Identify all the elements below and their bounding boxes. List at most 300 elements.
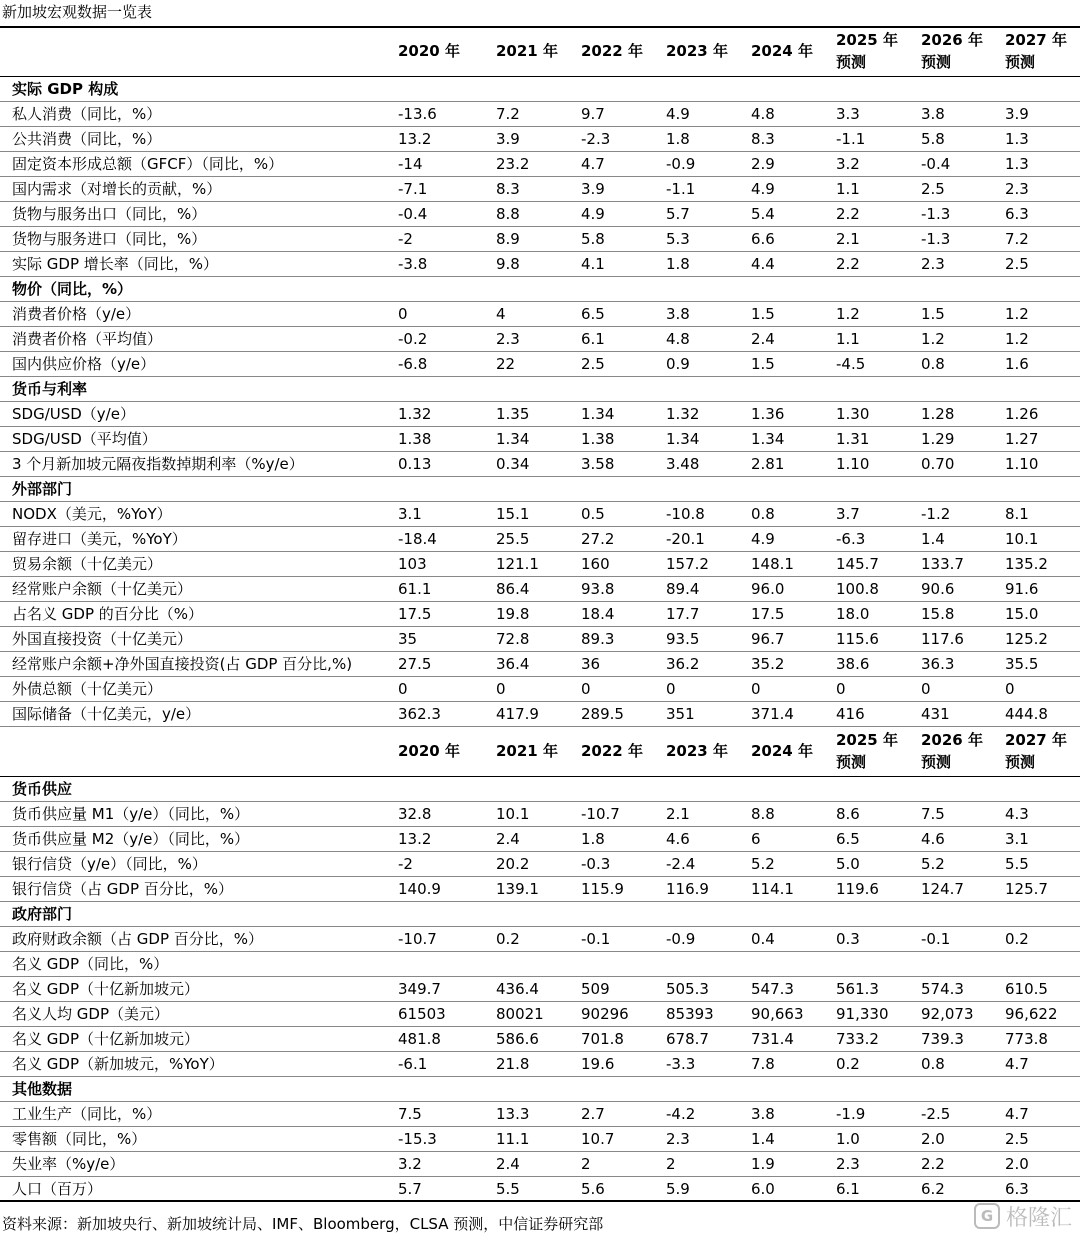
row-label: 失业率（%y/e） [12, 1155, 125, 1173]
value-cell: 4.7 [581, 155, 605, 173]
row-label: 名义 GDP（新加坡元，%YoY） [12, 1055, 224, 1073]
value-cell: 93.5 [666, 630, 700, 648]
value-cell: 3.8 [666, 305, 690, 323]
row-label: 货物与服务进口（同比，%） [12, 230, 207, 248]
value-cell: 85393 [666, 1005, 714, 1023]
year-label: 2020 年 [398, 42, 460, 60]
table-row [0, 1027, 1080, 1052]
value-cell: 4.3 [1005, 805, 1029, 823]
value-cell: 1.8 [581, 830, 605, 848]
value-cell: 91.6 [1005, 580, 1039, 598]
value-cell: -2.3 [581, 130, 611, 148]
value-cell: 574.3 [921, 980, 964, 998]
section-title: 其他数据 [12, 1080, 73, 1098]
section-header-row [0, 377, 1080, 402]
value-cell: 4.6 [921, 830, 945, 848]
value-cell: 1.38 [581, 430, 615, 448]
value-cell: 0.2 [836, 1055, 860, 1073]
value-cell: 289.5 [581, 705, 624, 723]
value-cell: -1.3 [921, 230, 951, 248]
value-cell: 9.8 [496, 255, 520, 273]
value-cell: 4.8 [751, 105, 775, 123]
value-cell: 362.3 [398, 705, 441, 723]
year-header-cell [1005, 29, 1067, 73]
value-cell: 0 [398, 680, 408, 698]
table-row [0, 952, 1080, 977]
value-cell: 1.3 [1005, 130, 1029, 148]
value-cell: 3.1 [398, 505, 422, 523]
value-cell: 4.9 [581, 205, 605, 223]
value-cell: 1.34 [751, 430, 785, 448]
value-cell: -10.7 [398, 930, 437, 948]
row-label: 经常账户余额（十亿美元） [12, 580, 193, 598]
table-row [0, 677, 1080, 702]
table-row [0, 852, 1080, 877]
table-row [0, 102, 1080, 127]
table-row [0, 802, 1080, 827]
value-cell: 1.28 [921, 405, 955, 423]
value-cell: 7.2 [496, 105, 520, 123]
value-cell: 2 [581, 1155, 591, 1173]
value-cell: 20.2 [496, 855, 530, 873]
value-cell: 2.5 [921, 180, 945, 198]
value-cell: 1.5 [921, 305, 945, 323]
table-row [0, 427, 1080, 452]
row-label: 实际 GDP 增长率（同比，%） [12, 255, 219, 273]
value-cell: -0.1 [921, 930, 951, 948]
value-cell: 773.8 [1005, 1030, 1048, 1048]
value-cell: 5.5 [496, 1180, 520, 1198]
forecast-label: 预测 [1005, 753, 1036, 771]
year-label: 2023 年 [666, 742, 728, 760]
value-cell: 15.8 [921, 605, 955, 623]
value-cell: 13.2 [398, 130, 432, 148]
value-cell: 6.3 [1005, 205, 1029, 223]
table-row [0, 302, 1080, 327]
value-cell: 5.3 [666, 230, 690, 248]
value-cell: 1.0 [836, 1130, 860, 1148]
row-label: 外债总额（十亿美元） [12, 680, 163, 698]
table-row [0, 977, 1080, 1002]
value-cell: 32.8 [398, 805, 432, 823]
value-cell: -1.2 [921, 505, 951, 523]
section-header-row [0, 1077, 1080, 1102]
value-cell: 8.9 [496, 230, 520, 248]
row-label: 消费者价格（y/e） [12, 305, 141, 323]
forecast-label: 预测 [836, 53, 867, 71]
section-title: 货币与利率 [12, 380, 88, 398]
value-cell: 4.9 [666, 105, 690, 123]
section-header-row [0, 277, 1080, 302]
value-cell: 145.7 [836, 555, 879, 573]
value-cell: 90,663 [751, 1005, 804, 1023]
value-cell: -1.1 [836, 130, 866, 148]
value-cell: 731.4 [751, 1030, 794, 1048]
value-cell: 481.8 [398, 1030, 441, 1048]
value-cell: 38.6 [836, 655, 870, 673]
value-cell: 1.2 [1005, 330, 1029, 348]
year-label: 2027 年 [1005, 31, 1067, 49]
value-cell: 431 [921, 705, 950, 723]
value-cell: 0 [1005, 680, 1015, 698]
value-cell: -18.4 [398, 530, 437, 548]
section-header-row [0, 77, 1080, 102]
year-header-cell [666, 40, 728, 62]
value-cell: 7.2 [1005, 230, 1029, 248]
value-cell: 1.3 [1005, 155, 1029, 173]
value-cell: 8.8 [496, 205, 520, 223]
value-cell: 19.8 [496, 605, 530, 623]
value-cell: 3.58 [581, 455, 615, 473]
year-label: 2027 年 [1005, 731, 1067, 749]
forecast-label: 预测 [921, 753, 952, 771]
value-cell: -1.1 [666, 180, 696, 198]
value-cell: 2.3 [666, 1130, 690, 1148]
value-cell: 1.10 [836, 455, 870, 473]
value-cell: 0.9 [666, 355, 690, 373]
value-cell: 0.5 [581, 505, 605, 523]
value-cell: 3.3 [836, 105, 860, 123]
value-cell: 35.5 [1005, 655, 1039, 673]
value-cell: 10.7 [581, 1130, 615, 1148]
year-header-cell [581, 740, 643, 762]
row-label: 银行信贷（y/e）（同比，%） [12, 855, 207, 873]
value-cell: 1.6 [1005, 355, 1029, 373]
value-cell: 2.5 [1005, 255, 1029, 273]
year-label: 2023 年 [666, 42, 728, 60]
value-cell: 4.6 [666, 830, 690, 848]
row-label: 国内需求（对增长的贡献，%） [12, 180, 222, 198]
value-cell: 96,622 [1005, 1005, 1058, 1023]
value-cell: 133.7 [921, 555, 964, 573]
value-cell: 3.9 [1005, 105, 1029, 123]
value-cell: 5.6 [581, 1180, 605, 1198]
value-cell: 2.3 [921, 255, 945, 273]
row-label: 消费者价格（平均值） [12, 330, 163, 348]
source-note: 资料来源：新加坡央行、新加坡统计局、IMF、Bloomberg，CLSA 预测，中信证券研究部 [2, 1215, 604, 1233]
table-row [0, 177, 1080, 202]
value-cell: 1.2 [836, 305, 860, 323]
value-cell: 1.32 [666, 405, 700, 423]
value-cell: 0.8 [751, 505, 775, 523]
table-row [0, 202, 1080, 227]
value-cell: 1.29 [921, 430, 955, 448]
section-title: 政府部门 [12, 905, 73, 923]
value-cell: 25.5 [496, 530, 530, 548]
value-cell: -7.1 [398, 180, 428, 198]
value-cell: 4.4 [751, 255, 775, 273]
value-cell: 1.5 [751, 305, 775, 323]
year-label: 2024 年 [751, 42, 813, 60]
year-header-cell [398, 740, 460, 762]
value-cell: 3.48 [666, 455, 700, 473]
value-cell: 61.1 [398, 580, 432, 598]
value-cell: 5.8 [581, 230, 605, 248]
value-cell: 1.35 [496, 405, 530, 423]
value-cell: 417.9 [496, 705, 539, 723]
year-header-cell [921, 729, 983, 773]
value-cell: 5.8 [921, 130, 945, 148]
value-cell: 1.9 [751, 1155, 775, 1173]
value-cell: 3.8 [921, 105, 945, 123]
value-cell: 18.0 [836, 605, 870, 623]
value-cell: 6.6 [751, 230, 775, 248]
value-cell: 96.7 [751, 630, 785, 648]
value-cell: 2.4 [496, 1155, 520, 1173]
value-cell: 0.13 [398, 455, 432, 473]
value-cell: 1.34 [666, 430, 700, 448]
row-label: NODX（美元，%YoY） [12, 505, 172, 523]
year-label: 2025 年 [836, 731, 898, 749]
value-cell: -0.4 [398, 205, 428, 223]
value-cell: 4.7 [1005, 1055, 1029, 1073]
value-cell: 5.0 [836, 855, 860, 873]
row-label: 名义 GDP（十亿新加坡元） [12, 980, 199, 998]
row-label: 贸易余额（十亿美元） [12, 555, 163, 573]
value-cell: 739.3 [921, 1030, 964, 1048]
value-cell: 6.1 [836, 1180, 860, 1198]
value-cell: 10.1 [1005, 530, 1039, 548]
value-cell: 6.1 [581, 330, 605, 348]
year-label: 2024 年 [751, 742, 813, 760]
value-cell: 3.8 [751, 1105, 775, 1123]
value-cell: 2.5 [1005, 1130, 1029, 1148]
value-cell: 547.3 [751, 980, 794, 998]
value-cell: 36.3 [921, 655, 955, 673]
value-cell: 115.6 [836, 630, 879, 648]
value-cell: 36.4 [496, 655, 530, 673]
value-cell: 17.7 [666, 605, 700, 623]
value-cell: 7.5 [921, 805, 945, 823]
value-cell: 2.5 [581, 355, 605, 373]
value-cell: 2.2 [921, 1155, 945, 1173]
value-cell: 6 [751, 830, 761, 848]
year-header-row [0, 27, 1080, 77]
value-cell: 8.6 [836, 805, 860, 823]
value-cell: 2.3 [836, 1155, 860, 1173]
value-cell: 6.0 [751, 1180, 775, 1198]
value-cell: 92,073 [921, 1005, 974, 1023]
value-cell: 1.27 [1005, 430, 1039, 448]
value-cell: 1.38 [398, 430, 432, 448]
year-label: 2026 年 [921, 31, 983, 49]
value-cell: 4.8 [666, 330, 690, 348]
value-cell: 0 [581, 680, 591, 698]
value-cell: 678.7 [666, 1030, 709, 1048]
value-cell: -6.3 [836, 530, 866, 548]
table-row [0, 352, 1080, 377]
value-cell: 1.10 [1005, 455, 1039, 473]
table-row [0, 402, 1080, 427]
value-cell: 72.8 [496, 630, 530, 648]
value-cell: 351 [666, 705, 695, 723]
value-cell: 11.1 [496, 1130, 530, 1148]
value-cell: 140.9 [398, 880, 441, 898]
value-cell: 349.7 [398, 980, 441, 998]
value-cell: 5.7 [398, 1180, 422, 1198]
value-cell: 90.6 [921, 580, 955, 598]
year-header-cell [496, 40, 558, 62]
value-cell: 125.2 [1005, 630, 1048, 648]
table-row [0, 502, 1080, 527]
value-cell: 80021 [496, 1005, 544, 1023]
value-cell: -6.1 [398, 1055, 428, 1073]
value-cell: 21.8 [496, 1055, 530, 1073]
value-cell: 5.7 [666, 205, 690, 223]
value-cell: 505.3 [666, 980, 709, 998]
row-label: 留存进口（美元，%YoY） [12, 530, 187, 548]
value-cell: 1.1 [836, 180, 860, 198]
value-cell: 17.5 [751, 605, 785, 623]
value-cell: -3.3 [666, 1055, 696, 1073]
table-row [0, 1002, 1080, 1027]
section-header-row [0, 902, 1080, 927]
value-cell: 8.8 [751, 805, 775, 823]
macro-data-table [0, 27, 1080, 1202]
value-cell: 36.2 [666, 655, 700, 673]
watermark [974, 1199, 1072, 1233]
value-cell: 2.81 [751, 455, 785, 473]
value-cell: 733.2 [836, 1030, 879, 1048]
value-cell: 1.2 [1005, 305, 1029, 323]
value-cell: 2.3 [1005, 180, 1029, 198]
value-cell: 1.32 [398, 405, 432, 423]
value-cell: 160 [581, 555, 610, 573]
row-label: 货币供应量 M2（y/e）（同比，%） [12, 830, 250, 848]
value-cell: 4.1 [581, 255, 605, 273]
value-cell: -0.3 [581, 855, 611, 873]
value-cell: 1.36 [751, 405, 785, 423]
value-cell: 117.6 [921, 630, 964, 648]
value-cell: -0.4 [921, 155, 951, 173]
table-caption: 新加坡宏观数据一览表 [2, 3, 153, 21]
value-cell: -0.1 [581, 930, 611, 948]
value-cell: 3.2 [398, 1155, 422, 1173]
value-cell: 4.9 [751, 180, 775, 198]
value-cell: 3.9 [496, 130, 520, 148]
value-cell: 157.2 [666, 555, 709, 573]
section-title: 货币供应 [12, 780, 73, 798]
year-label: 2022 年 [581, 42, 643, 60]
value-cell: 114.1 [751, 880, 794, 898]
table-row [0, 127, 1080, 152]
value-cell: 116.9 [666, 880, 709, 898]
value-cell: 91,330 [836, 1005, 889, 1023]
value-cell: 5.2 [921, 855, 945, 873]
row-label: 占名义 GDP 的百分比（%） [12, 605, 204, 623]
value-cell: -4.2 [666, 1105, 696, 1123]
year-header-cell [836, 29, 898, 73]
table-row [0, 702, 1080, 727]
row-label: 名义 GDP（同比，%） [12, 955, 169, 973]
row-label: 国内供应价格（y/e） [12, 355, 156, 373]
watermark-text: 格隆汇 [1005, 1205, 1072, 1231]
value-cell: 2.2 [836, 255, 860, 273]
value-cell: 0 [496, 680, 506, 698]
value-cell: 0.3 [836, 930, 860, 948]
value-cell: 119.6 [836, 880, 879, 898]
value-cell: 115.9 [581, 880, 624, 898]
year-header-cell [751, 740, 813, 762]
value-cell: 35 [398, 630, 418, 648]
value-cell: 0.2 [1005, 930, 1029, 948]
value-cell: -14 [398, 155, 423, 173]
row-label: 货物与服务出口（同比，%） [12, 205, 207, 223]
value-cell: 27.2 [581, 530, 615, 548]
value-cell: 36 [581, 655, 601, 673]
watermark-logo-icon: G [974, 1203, 1000, 1229]
value-cell: 7.8 [751, 1055, 775, 1073]
row-label: 外国直接投资（十亿美元） [12, 630, 193, 648]
value-cell: 0.8 [921, 1055, 945, 1073]
value-cell: 3.1 [1005, 830, 1029, 848]
year-header-cell [666, 740, 728, 762]
value-cell: -15.3 [398, 1130, 437, 1148]
value-cell: 0 [921, 680, 931, 698]
value-cell: 9.7 [581, 105, 605, 123]
table-row [0, 652, 1080, 677]
table-row [0, 227, 1080, 252]
section-header-row [0, 477, 1080, 502]
value-cell: -13.6 [398, 105, 437, 123]
value-cell: 416 [836, 705, 865, 723]
year-label: 2020 年 [398, 742, 460, 760]
value-cell: 2.4 [751, 330, 775, 348]
value-cell: 13.3 [496, 1105, 530, 1123]
value-cell: 125.7 [1005, 880, 1048, 898]
row-label: 经常账户余额+净外国直接投资(占 GDP 百分比,%) [12, 655, 353, 673]
row-label: 银行信贷（占 GDP 百分比，%） [12, 880, 234, 898]
row-label: 国际储备（十亿美元，y/e） [12, 705, 201, 723]
value-cell: 1.8 [666, 130, 690, 148]
row-label: 3 个月新加坡元隔夜指数掉期利率（%y/e） [12, 455, 304, 473]
value-cell: 86.4 [496, 580, 530, 598]
table-row [0, 1102, 1080, 1127]
year-header-cell [398, 40, 460, 62]
value-cell: 2 [666, 1155, 676, 1173]
value-cell: 444.8 [1005, 705, 1048, 723]
value-cell: 2.7 [581, 1105, 605, 1123]
value-cell: 89.4 [666, 580, 700, 598]
value-cell: 586.6 [496, 1030, 539, 1048]
value-cell: 1.30 [836, 405, 870, 423]
value-cell: 4.9 [751, 530, 775, 548]
value-cell: -2 [398, 855, 413, 873]
value-cell: 0.70 [921, 455, 955, 473]
row-label: 人口（百万） [12, 1180, 103, 1198]
value-cell: 121.1 [496, 555, 539, 573]
value-cell: 0 [666, 680, 676, 698]
table-row [0, 927, 1080, 952]
value-cell: 103 [398, 555, 427, 573]
value-cell: 1.26 [1005, 405, 1039, 423]
value-cell: 3.7 [836, 505, 860, 523]
value-cell: 7.5 [398, 1105, 422, 1123]
value-cell: 148.1 [751, 555, 794, 573]
value-cell: 1.1 [836, 330, 860, 348]
value-cell: 610.5 [1005, 980, 1048, 998]
value-cell: 22 [496, 355, 516, 373]
value-cell: 18.4 [581, 605, 615, 623]
value-cell: -10.7 [581, 805, 620, 823]
section-title: 物价（同比，%） [12, 280, 133, 298]
table-row [0, 252, 1080, 277]
value-cell: -1.9 [836, 1105, 866, 1123]
value-cell: 3.2 [836, 155, 860, 173]
value-cell: 124.7 [921, 880, 964, 898]
row-label: 工业生产（同比，%） [12, 1105, 162, 1123]
value-cell: 0 [836, 680, 846, 698]
